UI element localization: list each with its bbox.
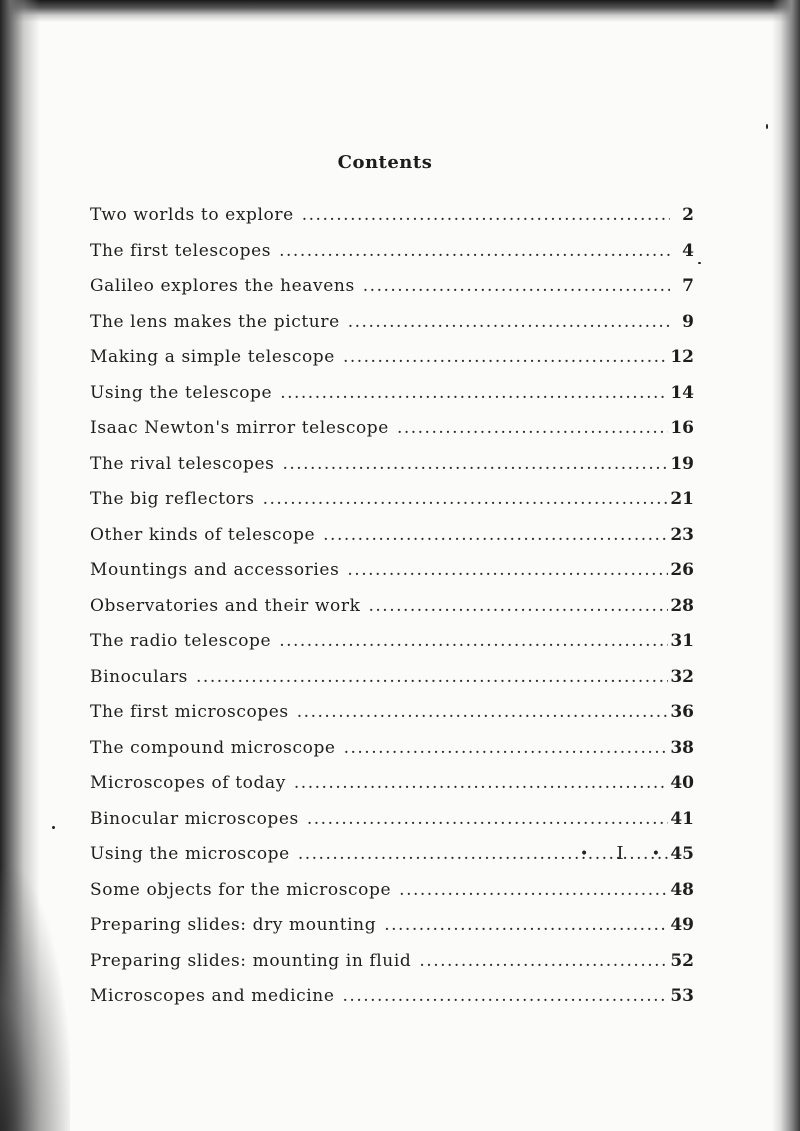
folio-ornament-right: • bbox=[651, 845, 660, 862]
dot-leader bbox=[279, 631, 668, 651]
toc-entry-page-number: 26 bbox=[670, 560, 694, 580]
dot-leader bbox=[363, 276, 670, 296]
toc-entry bbox=[90, 525, 694, 561]
toc-entry bbox=[90, 667, 694, 703]
page-folio bbox=[580, 843, 660, 864]
toc-entry-title: Some objects for the microscope bbox=[90, 879, 392, 900]
dot-leader bbox=[297, 702, 669, 722]
dot-leader bbox=[279, 241, 670, 261]
toc-entry bbox=[90, 880, 694, 916]
toc-entry-title: The compound microscope bbox=[90, 737, 336, 758]
toc-entry-page-number: 40 bbox=[670, 773, 694, 793]
folio-ornament-left: • bbox=[580, 845, 589, 862]
toc-entry-page-number: 16 bbox=[670, 418, 694, 438]
dot-leader bbox=[384, 915, 668, 935]
dot-leader bbox=[196, 667, 668, 687]
toc-entry bbox=[90, 560, 694, 596]
toc-entry-page-number: 23 bbox=[670, 524, 694, 545]
toc-entry-title: Mountings and accessories bbox=[90, 560, 340, 580]
toc-entry-title: The big reflectors bbox=[90, 489, 255, 509]
toc-entry bbox=[90, 383, 694, 419]
toc-entry-page-number: 32 bbox=[670, 666, 694, 687]
toc-entry-page-number: 7 bbox=[682, 276, 694, 296]
contents-heading: Contents bbox=[337, 152, 433, 173]
toc-entry-page-number: 41 bbox=[670, 808, 694, 829]
scan-speck bbox=[698, 262, 701, 264]
toc-entry-page-number: 14 bbox=[670, 382, 694, 403]
toc-entry bbox=[90, 809, 694, 845]
toc-entry-title: The lens makes the picture bbox=[90, 311, 340, 332]
toc-entry-page-number: 4 bbox=[682, 240, 694, 261]
toc-entry bbox=[90, 205, 694, 241]
toc-entry-title: The radio telescope bbox=[90, 631, 272, 651]
dot-leader bbox=[302, 205, 670, 225]
toc-entry-title: Preparing slides: mounting in fluid bbox=[90, 950, 412, 971]
dot-leader bbox=[399, 880, 668, 900]
dot-leader bbox=[307, 809, 668, 829]
dot-leader bbox=[348, 312, 670, 332]
toc-entry-title: Preparing slides: dry mounting bbox=[90, 915, 377, 935]
dot-leader bbox=[263, 489, 669, 509]
toc-entry bbox=[90, 347, 694, 383]
toc-entry bbox=[90, 738, 694, 774]
dot-leader bbox=[282, 454, 668, 474]
toc-entry-title: The rival telescopes bbox=[90, 453, 275, 474]
toc-entry-page-number: 2 bbox=[682, 205, 694, 225]
toc-entry-title: Observatories and their work bbox=[90, 595, 361, 616]
toc-entry-title: Using the microscope bbox=[90, 844, 290, 864]
toc-entry-title: Isaac Newton's mirror telescope bbox=[90, 418, 389, 438]
toc-entry bbox=[90, 986, 694, 1022]
toc-entry-page-number: 52 bbox=[670, 950, 694, 971]
toc-entry-title: Two worlds to explore bbox=[90, 205, 294, 225]
dot-leader bbox=[294, 773, 668, 793]
dot-leader bbox=[343, 986, 669, 1006]
toc-entry-page-number: 48 bbox=[670, 879, 694, 900]
toc-entry bbox=[90, 454, 694, 490]
scan-speck bbox=[766, 124, 768, 129]
dot-leader bbox=[368, 596, 668, 616]
toc-entry bbox=[90, 241, 694, 277]
toc-entry bbox=[90, 418, 694, 454]
toc-entry-title: The first telescopes bbox=[90, 240, 272, 261]
toc-entry-page-number: 38 bbox=[670, 737, 694, 758]
toc-entry-page-number: 53 bbox=[670, 986, 694, 1006]
folio-number: I bbox=[616, 843, 624, 864]
toc-entry-title: Binocular microscopes bbox=[90, 808, 299, 829]
toc-entry-page-number: 12 bbox=[670, 347, 694, 367]
toc-entry bbox=[90, 631, 694, 667]
scan-edge-right bbox=[772, 0, 800, 1131]
toc-entry bbox=[90, 596, 694, 632]
dot-leader bbox=[397, 418, 668, 438]
toc-entry-title: The first microscopes bbox=[90, 702, 289, 722]
toc-entry bbox=[90, 951, 694, 987]
toc-entry-page-number: 49 bbox=[670, 915, 694, 935]
toc-entry-page-number: 19 bbox=[670, 453, 694, 474]
scan-speck bbox=[52, 826, 55, 829]
scan-edge-bottom-left bbox=[0, 871, 70, 1131]
toc-entry bbox=[90, 773, 694, 809]
toc-entry bbox=[90, 312, 694, 348]
dot-leader bbox=[280, 383, 668, 403]
toc-entry-title: Using the telescope bbox=[90, 382, 273, 403]
toc-entry-page-number: 31 bbox=[670, 631, 694, 651]
toc-entry-page-number: 9 bbox=[682, 311, 694, 332]
toc-entry-page-number: 36 bbox=[670, 702, 694, 722]
dot-leader bbox=[419, 951, 668, 971]
toc-entry bbox=[90, 915, 694, 951]
toc-entry-title: Galileo explores the heavens bbox=[90, 276, 355, 296]
toc-entry-page-number: 45 bbox=[670, 844, 694, 864]
toc-entry-title: Other kinds of telescope bbox=[90, 524, 316, 545]
toc-entry bbox=[90, 702, 694, 738]
toc-entry-page-number: 28 bbox=[670, 595, 694, 616]
toc-entry-title: Making a simple telescope bbox=[90, 347, 335, 367]
toc-entry-title: Binoculars bbox=[90, 666, 189, 687]
scan-edge-top bbox=[0, 0, 800, 22]
dot-leader bbox=[344, 738, 669, 758]
toc-entry bbox=[90, 489, 694, 525]
toc-entry-title: Microscopes of today bbox=[90, 773, 286, 793]
toc-entry bbox=[90, 276, 694, 312]
toc-entry-page-number: 21 bbox=[670, 489, 694, 509]
dot-leader bbox=[323, 525, 668, 545]
table-of-contents bbox=[90, 205, 694, 1022]
dot-leader bbox=[343, 347, 668, 367]
toc-entry-title: Microscopes and medicine bbox=[90, 986, 335, 1006]
dot-leader bbox=[347, 560, 668, 580]
